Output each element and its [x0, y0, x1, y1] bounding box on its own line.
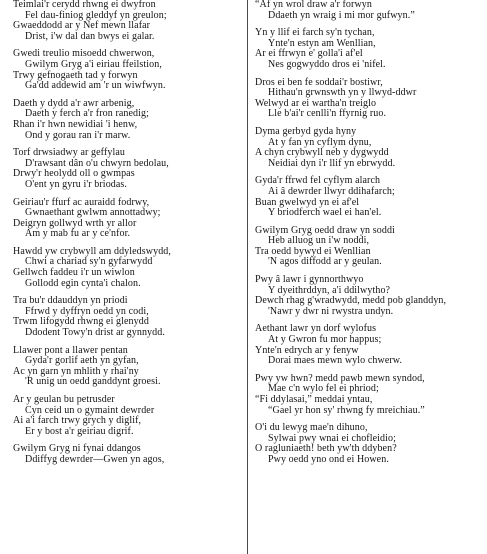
- verse-line: Cyn ceid un o gymaint dewrder: [25, 404, 155, 416]
- stanza: [13, 296, 245, 338]
- verse-line: Ac yn garn yn mhlith y rhai'ny: [13, 365, 139, 377]
- verse-line: Ai â dewrder llwyr ddihafarch;: [268, 185, 395, 197]
- verse-line: Pwy â lawr i gynnorthwyo: [255, 274, 364, 286]
- verse-line: Gyda'r gorlif aeth yn gyfan,: [25, 355, 139, 367]
- verse-line: Dyma gerbyd gyda hyny: [255, 125, 357, 137]
- verse-line: Pwy yw hwn? medd pawb mewn syndod,: [255, 372, 425, 384]
- verse-line: Torf drwsiadwy ar geffylau: [13, 147, 125, 159]
- verse-line: Buan gwelwyd yn ei af'el: [255, 196, 360, 208]
- verse-line: Drwy'r heolydd oll o gwmpas: [13, 168, 135, 180]
- verse-line: Ddiffyg dewrder—Gwen yn agos,: [25, 453, 165, 465]
- verse-line: “Gael yr hon sy' rhwng fy mreichiau.”: [268, 404, 425, 416]
- stanza: [255, 423, 485, 465]
- verse-line: O'ent yn gyru i'r briodas.: [25, 178, 128, 190]
- verse-line: “Fi ddylasai,” meddai yntau,: [255, 394, 373, 405]
- verse-line: Gwilym Gryg ni fynai ddangos: [13, 443, 141, 455]
- verse-line: Gwaeddodd ar y Nef mewn llafar: [13, 20, 151, 32]
- verse-line: Ffrwd y dyffryn oedd yn codi,: [25, 305, 149, 317]
- verse-line: Rhan i'r hwn newidiai 'i henw,: [13, 118, 138, 130]
- stanza: [13, 148, 245, 190]
- right-column: [255, 0, 485, 473]
- verse-line: Trwm lifogydd rhwng ei glenydd: [13, 316, 149, 328]
- verse-line: At y fan yn cyflym dynu,: [268, 136, 372, 148]
- stanza: [255, 176, 485, 218]
- stanza: [13, 49, 245, 91]
- verse-line: Hawdd yw crybwyll am ddyledswydd,: [13, 245, 171, 257]
- verse-line: O ragluniaeth! beth yw'th ddyben?: [255, 443, 397, 455]
- verse-line: Mae c'n wylo fel ei phriod;: [268, 383, 379, 395]
- stanza: [13, 395, 245, 437]
- verse-line: Yn y llif ei farch sy'n tychan,: [255, 27, 375, 39]
- verse-line: Ynte'n edrych ar y fenyw: [255, 344, 359, 356]
- verse-line: Geiriau'r ffurf ac auraidd fodrwy,: [13, 196, 150, 208]
- verse-line: Hithau'n grwnswth yn y llwyd-ddwr: [268, 87, 417, 99]
- verse-line: Gyda'r ffrwd fel cyflym alarch: [255, 175, 381, 187]
- verse-line: Am y mab fu ar y ce'nfor.: [25, 228, 131, 240]
- stanza: [255, 78, 485, 120]
- verse-line: Er y bost a'r geiriau digrif.: [25, 425, 134, 437]
- verse-line: 'R unig un oedd ganddynt groesi.: [25, 376, 161, 388]
- left-column: [13, 0, 245, 473]
- verse-line: Dros ei ben fe soddai'r bostiwr,: [255, 76, 383, 88]
- verse-line: Dorai maes mewn wylo chwerw.: [268, 355, 403, 367]
- verse-line: Aethant lawr yn dorf wylofus: [255, 323, 377, 335]
- verse-line: Ar ei ffrwyn e' golla'i af'el: [255, 48, 363, 60]
- stanza: [255, 275, 485, 317]
- verse-line: Ynte'n estyn am Wenllian,: [268, 37, 376, 49]
- verse-line: Gollodd egin cynta'i chalon.: [25, 277, 141, 289]
- stanza: [255, 0, 485, 21]
- verse-line: Fel dau-finiog gleddyf yn greulon;: [25, 9, 167, 21]
- verse-line: Trwy gefnogaeth tad y forwyn: [13, 69, 138, 81]
- verse-line: Llawer pont a llawer pentan: [13, 344, 128, 356]
- verse-line: Ddodent Towy'n drist ar gynnydd.: [25, 327, 165, 339]
- verse-line: Lle b'ai'r cenlli'n ffyrnig ruo.: [268, 108, 387, 120]
- verse-line: Ond y gorau ran i'r marw.: [25, 129, 131, 141]
- verse-line: Tra oedd bywyd ei Wenllian: [255, 245, 371, 257]
- verse-line: Chwi a chariad sy'n gyfarwydd: [25, 256, 153, 268]
- stanza: [13, 444, 245, 465]
- verse-line: A chyn crybwyll neb y dygwydd: [255, 147, 389, 159]
- verse-line: Y briodferch wael ei han'el.: [268, 207, 382, 219]
- verse-line: “Af yn wrol draw a'r forwyn: [255, 0, 372, 10]
- verse-line: Sylwai pwy wnai ei chofleidio;: [268, 432, 396, 444]
- column-divider: [247, 0, 248, 554]
- verse-line: Daeth y ferch a'r fron ranedig;: [25, 108, 150, 120]
- verse-line: Neidiai dyn i'r llif yn ebrwydd.: [268, 157, 396, 169]
- stanza: [255, 226, 485, 268]
- stanza: [13, 99, 245, 141]
- verse-line: Ai a'i farch trwy grych y diglif,: [13, 415, 142, 427]
- verse-line: D'rawsant dân o'u chwyrn bedolau,: [25, 157, 169, 169]
- verse-line: Gellwch faddeu i'r un wiwlon: [13, 267, 135, 279]
- verse-line: 'N agos diffodd ar y geulan.: [268, 256, 382, 268]
- verse-line: Gwilym Gryg a'i eiriau ffeilstion,: [25, 58, 162, 70]
- stanza: [255, 127, 485, 169]
- verse-line: Ga'dd addewid am 'r un wiwfwyn.: [25, 80, 166, 92]
- stanza: [13, 346, 245, 388]
- verse-line: Daeth y dydd a'r awr arbenig,: [13, 97, 135, 109]
- stanza: [13, 0, 245, 42]
- verse-line: 'Nawr y dwr ni rwystra undyn.: [268, 305, 394, 317]
- verse-line: Gwnaethant gwlwm annottadwy;: [25, 207, 161, 219]
- verse-line: Nes gogwyddo dros ei 'nifel.: [268, 58, 386, 70]
- verse-line: Deigryn gollwyd wrth yr allor: [13, 217, 137, 229]
- verse-line: Ddaeth yn wraig i mi mor gufwyn.”: [268, 9, 415, 21]
- stanza: [255, 324, 485, 366]
- verse-line: Heb alluog un i'w noddi,: [268, 235, 370, 247]
- stanza: [255, 374, 485, 416]
- verse-line: O'i du lewyg mae'n dihuno,: [255, 422, 368, 434]
- stanza: [13, 247, 245, 289]
- verse-line: At y Gwron fu mor happus;: [268, 334, 382, 346]
- verse-line: Pwy oedd yno ond ei Howen.: [268, 453, 389, 465]
- verse-line: Dewch rhag g'wradwydd, medd pob glanddyn,: [255, 295, 447, 307]
- verse-line: Drist, i'w dal dan bwys ei galar.: [25, 30, 155, 42]
- verse-line: Y dyeithrddyn, a'i ddilwytho?: [268, 284, 391, 296]
- verse-line: Gwilym Gryg oedd draw yn soddi: [255, 224, 395, 236]
- stanza: [13, 198, 245, 240]
- verse-line: Gwedi treulio misoedd chwerwon,: [13, 48, 155, 60]
- verse-line: Tra bu'r ddauddyn yn priodi: [13, 295, 128, 307]
- stanza: [255, 28, 485, 70]
- verse-line: Ar y geulan bu petrusder: [13, 394, 115, 405]
- verse-line: Teimlai'r cerydd rhwng ei dwyfron: [13, 0, 156, 10]
- verse-line: Welwyd ar ei wartha'n treiglo: [255, 97, 377, 109]
